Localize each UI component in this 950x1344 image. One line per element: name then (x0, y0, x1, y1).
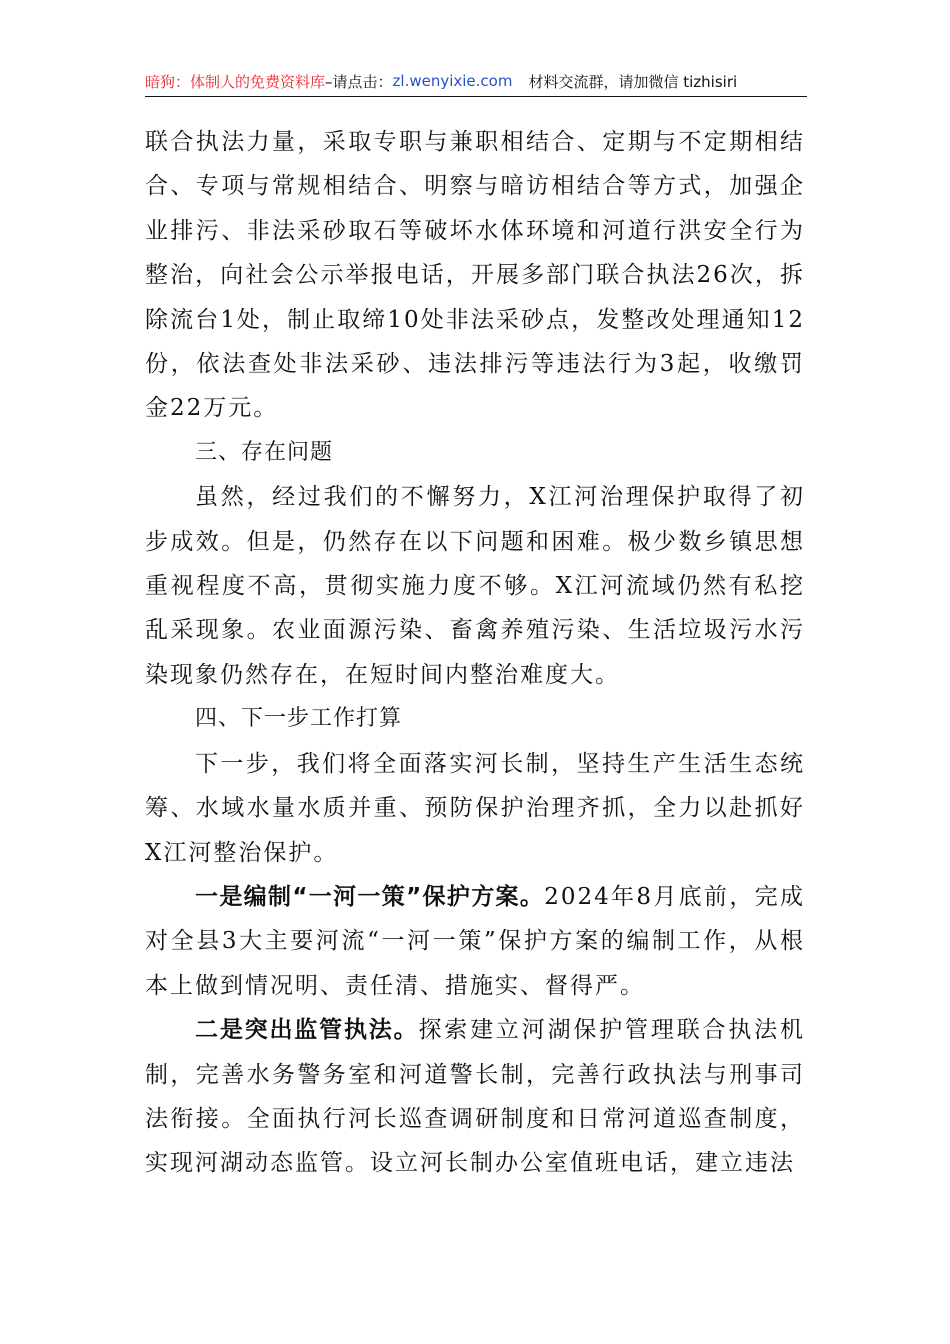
header-divider (145, 96, 807, 97)
supervision-text: 探索建立河湖保护管理联合执法机制，完善水务警务室和河道警长制，完善行政执法与刑事司法衔接。全面执行河长巡查调研制度和日常河道巡查制度，实现河湖动态监管。设立河长制办公室值班电话，建立违法 (145, 1017, 806, 1177)
page-header (145, 66, 805, 96)
heading-existing-problems: 三、存在问题 (195, 439, 334, 465)
paragraph-supervision (145, 1008, 805, 1186)
header-contact: 材料交流群，请加微信 tizhisiri (528, 72, 738, 91)
supervision-lead: 二是突出监管执法。 (195, 1017, 419, 1044)
paragraph-problems: 虽然，经过我们的不懈努力，X江河治理保护取得了初步成效。但是，仍然存在以下问题和困难。极少数乡镇思想重视程度不高，贯彻实施力度不够。X江河流域仍然有私挖乱采现象。农业面源污染、畜禽养殖污染、生活垃圾污水污染现象仍然存在，在短时间内整治难度大。 (145, 484, 805, 688)
header-link-prefix: –请点击： (325, 72, 393, 91)
paragraph-enforcement: 联合执法力量，采取专职与兼职相结合、定期与不定期相结合、专项与常规相结合、明察与暗访相结合等方式，加强企业排污、非法采砂取石等破坏水体环境和河道行洪安全行为整治，向社会公示举报电话，开展多部门联合执法26次，拆除流台1处，制止取缔10处非法采砂点，发整改处理通知12份，依法查处非法采砂、违法排污等违法行为3起，收缴罚金22万元。 (145, 129, 805, 422)
paragraph-next-steps: 下一步，我们将全面落实河长制，坚持生产生活生态统筹、水域水量水质并重、预防保护治理齐抓，全力以赴抓好X江河整治保护。 (145, 750, 805, 866)
plan-text: 2024年8月底前，完成对全县3大主要河流“一河一策”保护方案的编制工作，从根本上做到情况明、责任清、措施实、督得严。 (145, 883, 805, 999)
header-link[interactable]: zl.wenyixie.com (392, 72, 513, 90)
heading-next-steps: 四、下一步工作打算 (195, 706, 403, 732)
paragraph-plan (145, 875, 805, 1008)
header-brand: 暗狗：体制人的免费资料库 (145, 72, 326, 91)
plan-lead: 一是编制“一河一策”保护方案。 (195, 883, 545, 910)
document-body (145, 120, 805, 1186)
